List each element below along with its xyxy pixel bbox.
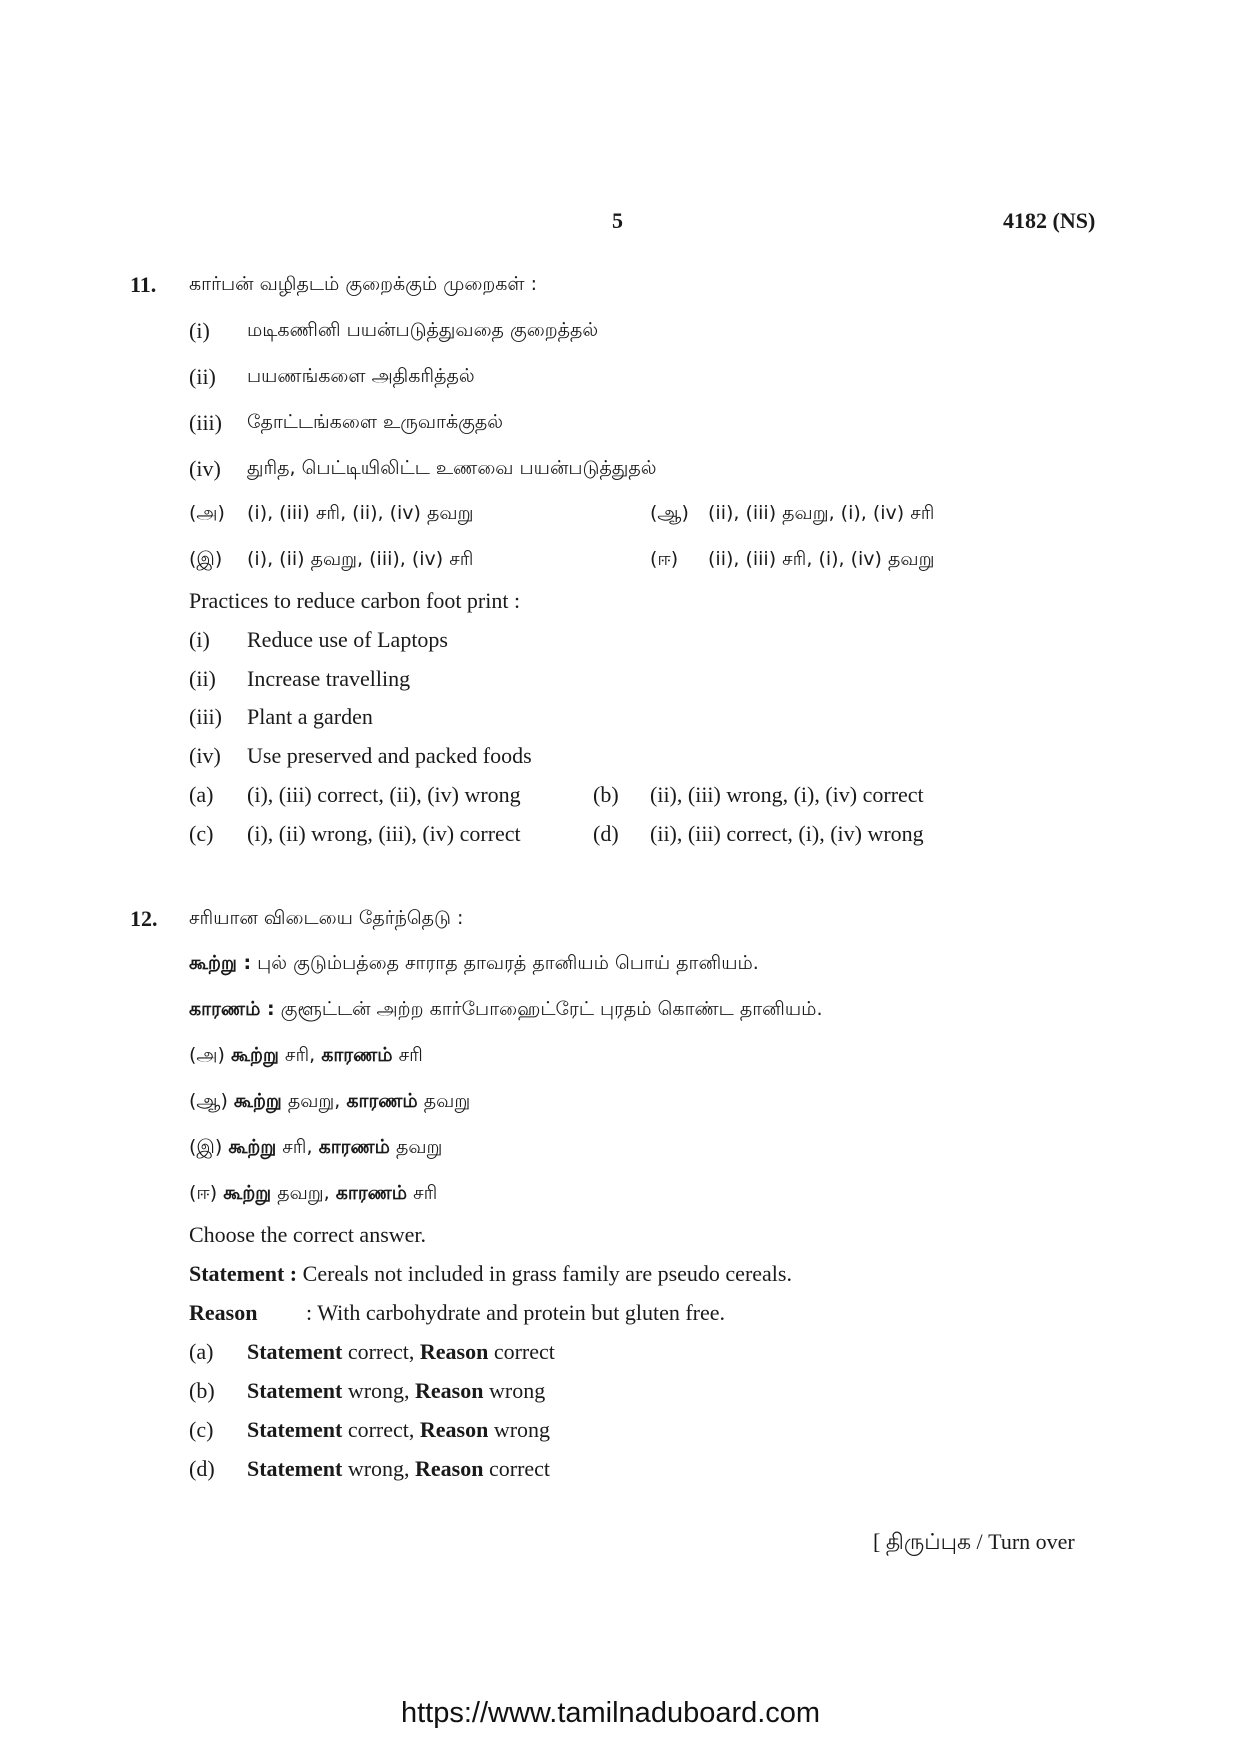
q12-ta-statement [189,952,759,977]
q12-ta-reason-word: காரணம் [346,1090,418,1112]
q11-en-option-label: (c) [189,821,214,846]
q11-ta-option-label: (அ) [189,502,225,524]
q11-ta-item: துரித, பெட்டியிலிட்ட உணவை பயன்படுத்துதல் [247,457,657,479]
q12-ta-reason-verdict: சரி [413,1182,438,1204]
q11-en-item-label: (iii) [189,704,222,729]
q11-en-option-label: (a) [189,782,214,807]
q11-ta-item: பயணங்களை அதிகரித்தல் [247,365,475,387]
q11-tamil-stem: கார்பன் வழிதடம் குறைக்கும் முறைகள் : [189,273,538,295]
q11-en-item-label: (ii) [189,666,216,691]
q11-en-item: Use preserved and packed foods [247,743,532,768]
q12-en-reason-verdict: wrong [493,1417,551,1442]
q11-ta-option-label: (ஆ) [650,502,689,524]
q12-en-statement-word: Statement [247,1417,343,1442]
q12-en-reason-word: Reason [419,1417,489,1442]
q12-en-statement-word: Statement [247,1378,343,1403]
q12-tamil-stem: சரியான விடையை தேர்ந்தெடு : [189,907,464,929]
q12-en-reason-text: : With carbohydrate and protein but gluten free. [306,1300,726,1325]
q11-en-item-label: (i) [189,627,210,652]
q11-ta-item: மடிகணினி பயன்படுத்துவதை குறைத்தல் [247,319,599,341]
q12-en-statement-word: Statement [247,1456,343,1481]
q12-ta-statement-text: புல் குடும்பத்தை சாராத தாவரத் தானியம் பொய் தானியம். [257,952,759,974]
q12-en-statement-verdict: correct, [347,1417,415,1442]
q12-ta-reason-label: காரணம் : [189,998,275,1020]
q11-ta-option: (ii), (iii) சரி, (i), (iv) தவறு [708,548,935,570]
q11-ta-item-label: (iii) [189,410,222,435]
q12-ta-statement-verdict: சரி, [284,1044,316,1066]
q12-ta-statement-word: கூற்று [231,1044,279,1066]
q12-ta-option [189,1090,470,1115]
question-number-12: 12. [130,906,158,931]
q11-ta-item-label: (iv) [189,456,221,481]
q11-en-option-label: (d) [593,821,619,846]
q12-en-statement [189,1261,792,1287]
source-url[interactable]: https://www.tamilnaduboard.com [401,1697,821,1729]
q12-en-option [247,1378,545,1404]
q11-english-stem: Practices to reduce carbon foot print : [189,588,521,613]
q11-en-option: (i), (iii) correct, (ii), (iv) wrong [247,782,521,807]
paper-code: 4182 (NS) [1003,208,1096,233]
q12-en-reason-word: Reason [419,1339,489,1364]
q11-ta-item: தோட்டங்களை உருவாக்குதல் [247,411,504,433]
q11-en-option: (ii), (iii) correct, (i), (iv) wrong [650,821,924,846]
q11-en-item: Reduce use of Laptops [247,627,448,652]
q12-english-stem: Choose the correct answer. [189,1222,427,1247]
q12-ta-option-label: (ஆ) [189,1090,228,1112]
q12-ta-option-label: (ஈ) [189,1182,218,1204]
q12-ta-statement-word: கூற்று [233,1090,282,1112]
q11-en-item-label: (iv) [189,743,221,768]
turn-over-note: [ திருப்புக / Turn over [873,1529,1075,1554]
q12-ta-reason-verdict: சரி [398,1044,423,1066]
q12-ta-statement-verdict: சரி, [282,1136,313,1158]
q12-en-reason-word: Reason [415,1456,484,1481]
q12-en-reason-verdict: wrong [488,1378,546,1403]
q12-en-reason-label: Reason [189,1300,258,1325]
q12-en-statement-verdict: wrong, [347,1456,410,1481]
q11-ta-option: (i), (iii) சரி, (ii), (iv) தவறு [247,502,474,524]
q12-ta-reason-word: காரணம் [318,1136,390,1158]
page-number: 5 [612,208,623,233]
q12-ta-reason-word: காரணம் [335,1182,408,1204]
q12-ta-statement-label: கூற்று : [189,952,252,974]
q12-en-statement-label: Statement : [189,1261,298,1286]
q11-en-item: Plant a garden [247,704,373,729]
q11-ta-option: (ii), (iii) தவறு, (i), (iv) சரி [708,502,935,524]
q12-ta-statement-verdict: தவறு, [277,1182,330,1204]
q12-ta-option [189,1182,437,1207]
q12-en-statement-word: Statement [247,1339,343,1364]
q11-en-option: (ii), (iii) wrong, (i), (iv) correct [650,782,924,807]
q12-en-option [247,1417,550,1443]
q12-ta-option-label: (அ) [189,1044,225,1066]
q12-ta-option [189,1136,442,1161]
q11-ta-option-label: (ஈ) [650,548,679,570]
q12-ta-option [189,1044,423,1069]
q11-ta-option-label: (இ) [189,548,223,570]
q12-en-reason-verdict: correct [493,1339,555,1364]
q12-en-option-label: (b) [189,1378,215,1403]
q12-ta-reason-word: காரணம் [321,1044,393,1066]
q12-en-option [247,1456,550,1482]
q11-ta-item-label: (ii) [189,364,216,389]
q12-ta-reason-verdict: தவறு [423,1090,471,1112]
q12-en-statement-verdict: wrong, [347,1378,410,1403]
q11-en-item: Increase travelling [247,666,411,691]
q11-en-option-label: (b) [593,782,619,807]
q12-ta-option-label: (இ) [189,1136,223,1158]
q12-ta-reason [189,998,823,1023]
q12-ta-statement-verdict: தவறு, [287,1090,341,1112]
q12-ta-statement-word: கூற்று [228,1136,277,1158]
q12-ta-statement-word: கூற்று [223,1182,272,1204]
q12-en-reason-verdict: correct [488,1456,551,1481]
q12-ta-reason-verdict: தவறு [396,1136,443,1158]
q11-ta-item-label: (i) [189,318,210,343]
q12-en-reason [189,1300,257,1326]
q12-en-option [247,1339,555,1365]
q11-en-option: (i), (ii) wrong, (iii), (iv) correct [247,821,521,846]
q12-en-statement-verdict: correct, [347,1339,415,1364]
q12-en-statement-text: Cereals not included in grass family are pseudo cereals. [302,1261,792,1286]
q12-en-option-label: (d) [189,1456,215,1481]
q12-en-option-label: (a) [189,1339,214,1364]
q11-ta-option: (i), (ii) தவறு, (iii), (iv) சரி [247,548,474,570]
q12-ta-reason-text: குளூட்டன் அற்ற கார்போஹைட்ரேட் புரதம் கொண்ட தானியம். [280,998,823,1020]
question-number-11: 11. [130,272,157,297]
q12-en-option-label: (c) [189,1417,214,1442]
q12-en-reason-word: Reason [415,1378,484,1403]
